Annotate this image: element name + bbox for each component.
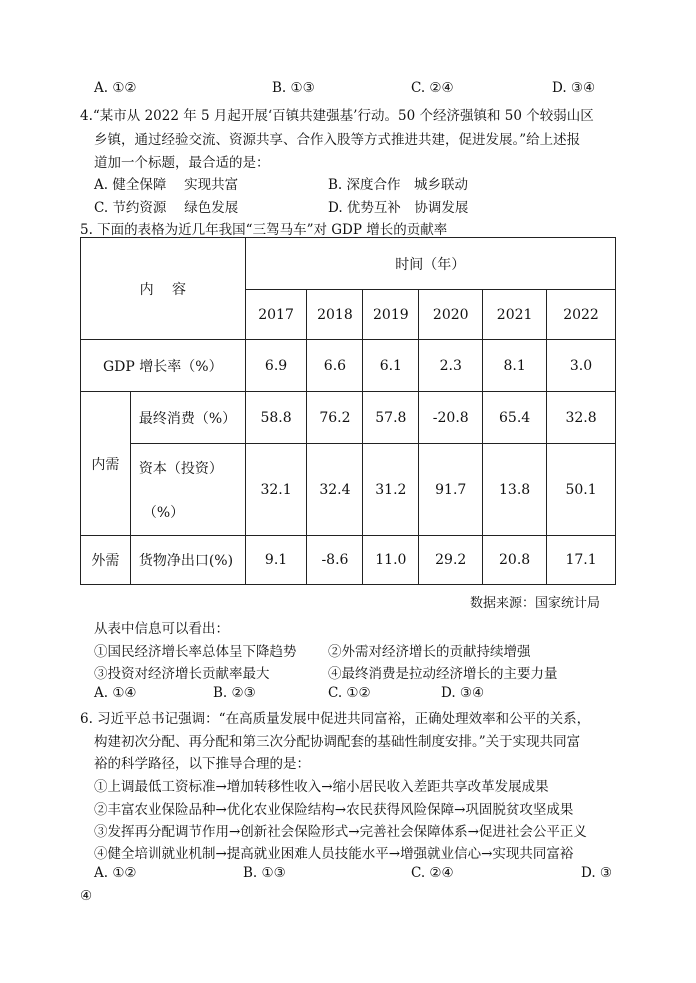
table-cell: 58.8: [245, 392, 307, 444]
q6-option-a: A. ①②: [94, 865, 137, 881]
table-source: 数据来源：国家统计局: [470, 596, 601, 611]
q5-statement-1: ①国民经济增长率总体呈下降趋势: [94, 644, 297, 660]
table-cell: 91.7: [419, 444, 483, 536]
table-year: 2021: [483, 290, 547, 340]
q4-stem-line2: 乡镇，通过经验交流、资源共享、合作入股等方式推进共建，促进发展。”给上述报: [94, 132, 581, 148]
table-row-consumption: [81, 392, 616, 444]
gdp-contribution-table: [80, 237, 616, 585]
q4-option-b: B. 深度合作 城乡联动: [328, 177, 469, 193]
table-cell: 76.2: [307, 392, 363, 444]
q6-statement-4: ④健全培训就业机制→提高就业困难人员技能水平→增强就业信心→实现共同富裕: [94, 846, 574, 862]
table-row-capital: [81, 444, 616, 536]
q4-stem-line3: 道加一个标题，最合适的是：: [94, 155, 270, 171]
table-label-capital: [130, 444, 245, 536]
table-cell: 9.1: [245, 536, 307, 585]
table-header-content: 内 容: [81, 238, 246, 340]
table-cell: 6.9: [245, 340, 307, 392]
table-cell: 3.0: [547, 340, 616, 392]
q5-option-b: B. ②③: [213, 685, 256, 701]
table-label-export: 货物净出口(%): [130, 536, 245, 585]
table-cell: 32.8: [547, 392, 616, 444]
table-cell: 8.1: [483, 340, 547, 392]
table-cell: 13.8: [483, 444, 547, 536]
q6-stem-line3: 裕的科学路径，以下推导合理的是：: [94, 756, 310, 772]
q6-option-d-wrap: ④: [80, 888, 93, 904]
table-label-gdp: GDP 增长率（%）: [81, 340, 246, 392]
q6-statement-2: ②丰富农业保险品种→优化农业保险结构→农民获得风险保障→巩固脱贫攻坚成果: [94, 802, 574, 818]
q5-option-a: A. ①④: [94, 685, 137, 701]
table-cell: 2.3: [419, 340, 483, 392]
q3-option-d: D. ③④: [552, 80, 596, 96]
table-cell: 6.1: [363, 340, 419, 392]
table-year: 2020: [419, 290, 483, 340]
q4-option-a: A. 健全保障 实现共富: [94, 177, 239, 193]
table-year: 2022: [547, 290, 616, 340]
table-label-neixu: 内需: [81, 392, 131, 536]
q5-option-d: D. ③④: [441, 685, 485, 701]
table-cell: 20.8: [483, 536, 547, 585]
table-cell: -8.6: [307, 536, 363, 585]
table-cell: 32.4: [307, 444, 363, 536]
table-cell: 57.8: [363, 392, 419, 444]
table-header-time: 时间（年）: [245, 238, 615, 290]
table-label-consumption: 最终消费（%）: [130, 392, 245, 444]
table-cell: 6.6: [307, 340, 363, 392]
q5-statement-3: ③投资对经济增长贡献率最大: [94, 666, 270, 682]
table-cell: 11.0: [363, 536, 419, 585]
q5-statement-4: ④最终消费是拉动经济增长的主要力量: [328, 666, 558, 682]
table-cell: 31.2: [363, 444, 419, 536]
q5-statement-2: ②外需对经济增长的贡献持续增强: [328, 644, 531, 660]
q5-stem: 5. 下面的表格为近几年我国“三驾马车”对 GDP 增长的贡献率: [80, 222, 448, 238]
table-row-gdp: [81, 340, 616, 392]
table-cell: 32.1: [245, 444, 307, 536]
q5-option-c: C. ①②: [328, 685, 371, 701]
table-year: 2017: [245, 290, 307, 340]
q3-option-a: A. ①②: [94, 80, 137, 96]
table-cell: 17.1: [547, 536, 616, 585]
q5-lead: 从表中信息可以看出：: [94, 621, 229, 637]
q4-stem-line1: 4.“某市从 2022 年 5 月起开展‘百镇共建强基’行动。50 个经济强镇和 50 个较弱山区: [80, 108, 594, 124]
table-label-capital-1: 资本（投资）: [138, 460, 223, 477]
table-cell: 50.1: [547, 444, 616, 536]
table-label-waixu: 外需: [81, 536, 131, 585]
q6-option-c: C. ②④: [411, 865, 454, 881]
q4-option-d: D. 优势互补 协调发展: [328, 200, 469, 216]
table-label-capital-2: （%）: [142, 504, 185, 521]
q3-option-b: B. ①③: [272, 80, 315, 96]
q6-statement-3: ③发挥再分配调节作用→创新社会保险形式→完善社会保障体系→促进社会公平正义: [94, 824, 587, 840]
q4-option-c: C. 节约资源 绿色发展: [94, 200, 239, 216]
q6-stem-line2: 构建初次分配、再分配和第三次分配协调配套的基础性制度安排。”关于实现共同富: [94, 734, 581, 750]
table-row-export: [81, 536, 616, 585]
table-cell: 65.4: [483, 392, 547, 444]
q6-stem-line1: 6. 习近平总书记强调：“在高质量发展中促进共同富裕，正确处理效率和公平的关系，: [80, 711, 591, 727]
q3-option-c: C. ②④: [411, 80, 454, 96]
table-year: 2019: [363, 290, 419, 340]
table-cell: 29.2: [419, 536, 483, 585]
table-year: 2018: [307, 290, 363, 340]
q6-statement-1: ①上调最低工资标准→增加转移性收入→缩小居民收入差距共享改革发展成果: [94, 779, 549, 795]
q6-option-b: B. ①③: [243, 865, 286, 881]
q6-option-d: D. ③: [581, 865, 613, 881]
table-cell: -20.8: [419, 392, 483, 444]
